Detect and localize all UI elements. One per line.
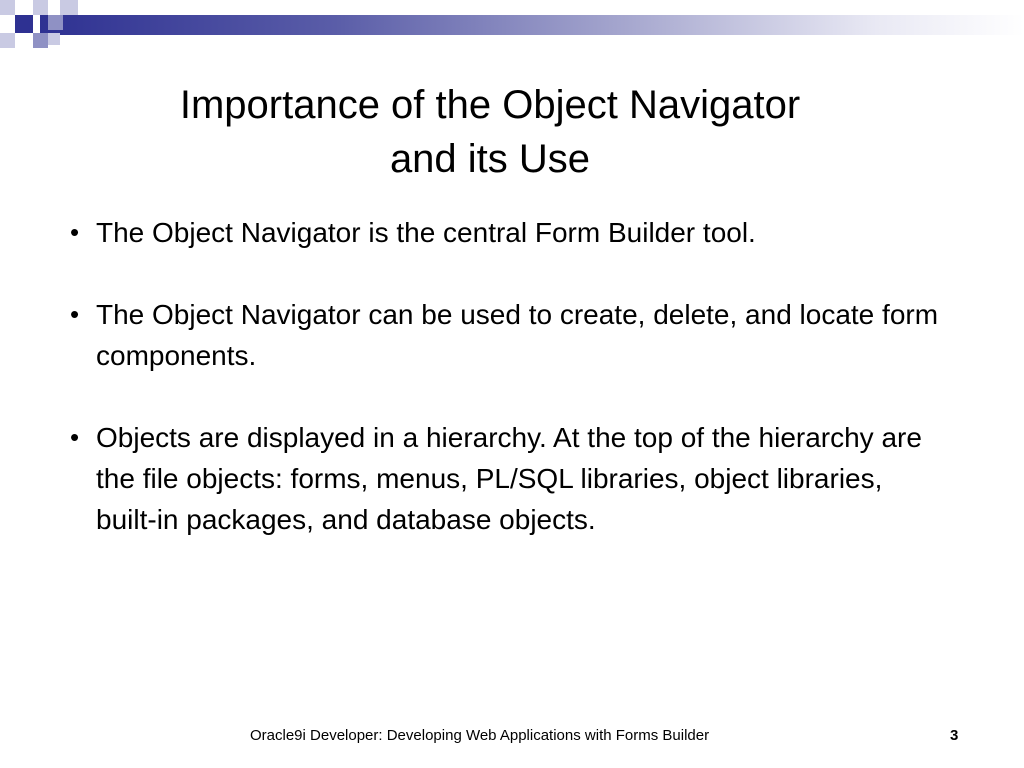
bullet-icon: • <box>70 217 80 247</box>
bullet-text: Objects are displayed in a hierarchy. At the top of the hierarchy are the file objects: forms, menus, PL/SQL libraries, object libraries, built-in packages, and database objects. <box>96 422 922 535</box>
decor-square <box>48 33 60 45</box>
bullet-icon: • <box>70 422 80 452</box>
slide-title <box>0 78 980 186</box>
bullet-list <box>70 212 950 581</box>
decor-square <box>60 0 78 15</box>
bullet-item <box>70 212 950 253</box>
slide-title-line-1: Importance of the Object Navigator <box>179 83 801 127</box>
decor-square <box>15 15 33 33</box>
slide-title-line-2: and its Use <box>389 137 591 181</box>
decor-square <box>48 15 63 30</box>
footer-text: Oracle9i Developer: Developing Web Applications with Forms Builder <box>250 727 710 744</box>
bullet-item <box>70 417 950 540</box>
decor-square <box>33 33 48 48</box>
bullet-item <box>70 294 950 376</box>
decor-square <box>0 0 15 15</box>
page-number: 3 <box>950 727 959 744</box>
bullet-text: The Object Navigator can be used to create, delete, and locate form components. <box>96 299 939 371</box>
decor-square <box>0 33 15 48</box>
bullet-text: The Object Navigator is the central Form Builder tool. <box>96 217 756 248</box>
header-decoration <box>0 0 1024 50</box>
header-gradient-bar <box>40 15 1024 35</box>
bullet-icon: • <box>70 299 80 329</box>
decor-square <box>33 0 48 15</box>
